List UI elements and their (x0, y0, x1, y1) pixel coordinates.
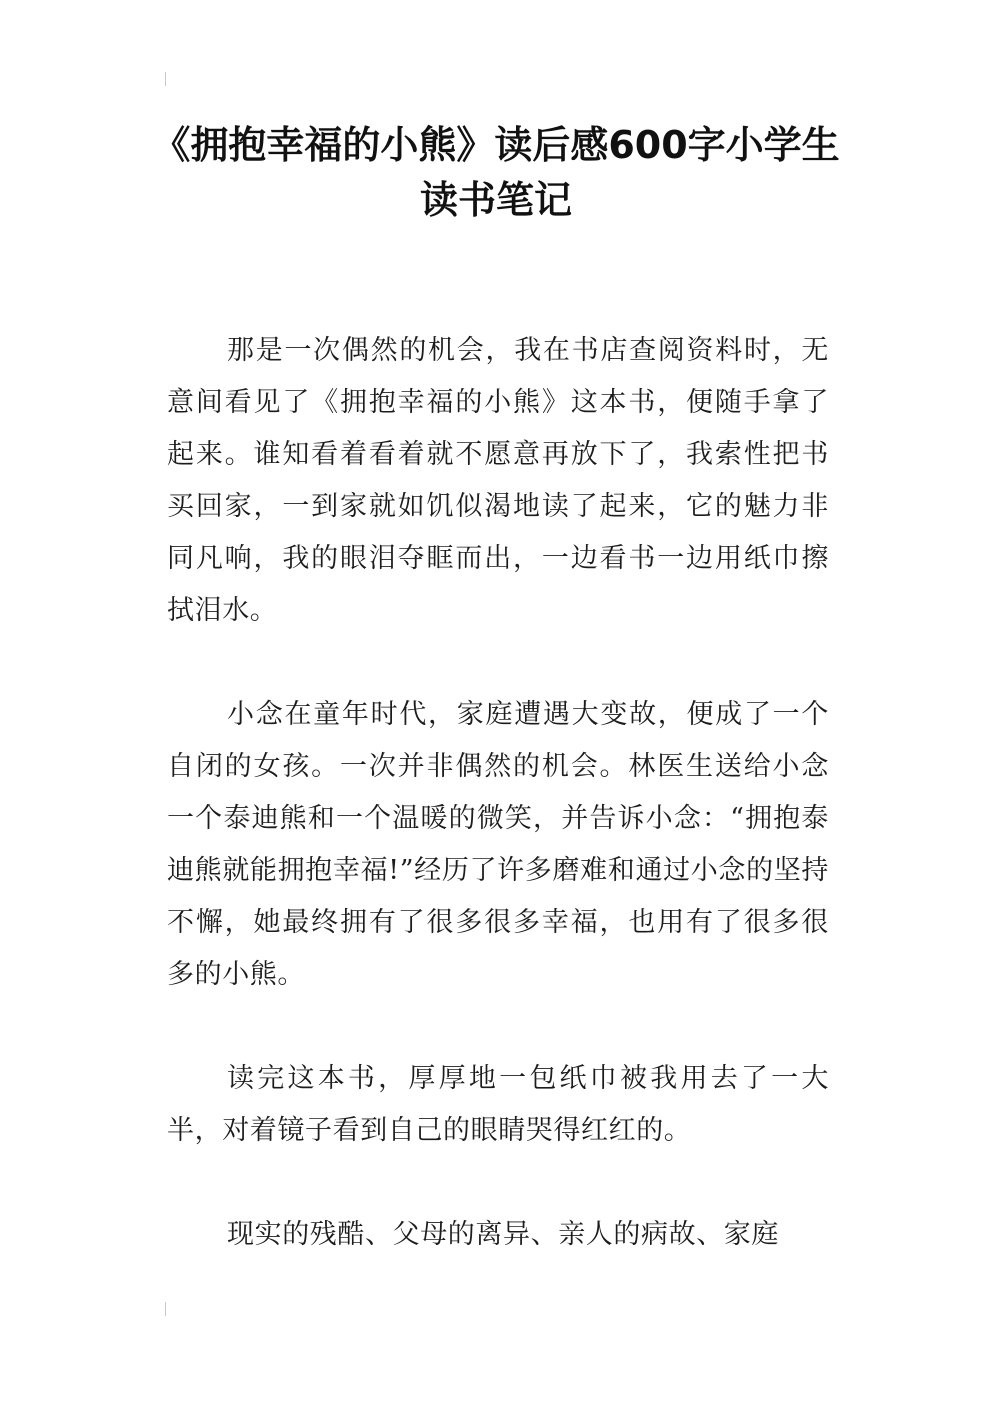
document-title: 《拥抱幸福的小熊》读后感600字小学生读书笔记 (152, 123, 840, 222)
paragraph-1: 那是一次偶然的机会，我在书店查阅资料时，无意间看见了《拥抱幸福的小熊》这本书，便随手拿了起来。谁知看着看着就不愿意再放下了，我索性把书买回家，一到家就如饥似渴地读了起来，它的魅力非同凡响，我的眼泪夺眶而出，一边看书一边用纸巾擦拭泪水。 (167, 335, 829, 626)
page-corner-mark (165, 72, 166, 86)
document-body (167, 325, 829, 1313)
page-corner-mark (165, 1302, 166, 1316)
paragraph-4: 现实的残酷、父母的离异、亲人的病故、家庭 (227, 1219, 779, 1250)
paragraph-3: 读完这本书，厚厚地一包纸巾被我用去了一大半，对着镜子看到自己的眼睛哭得红红的。 (167, 1063, 829, 1146)
paragraph-2: 小念在童年时代，家庭遭遇大变故，便成了一个自闭的女孩。一次并非偶然的机会。林医生送给小念一个泰迪熊和一个温暖的微笑，并告诉小念：“拥抱泰迪熊就能拥抱幸福!”经历了许多磨难和通过小念的坚持不懈，她最终拥有了很多很多幸福，也用有了很多很多的小熊。 (167, 699, 829, 990)
